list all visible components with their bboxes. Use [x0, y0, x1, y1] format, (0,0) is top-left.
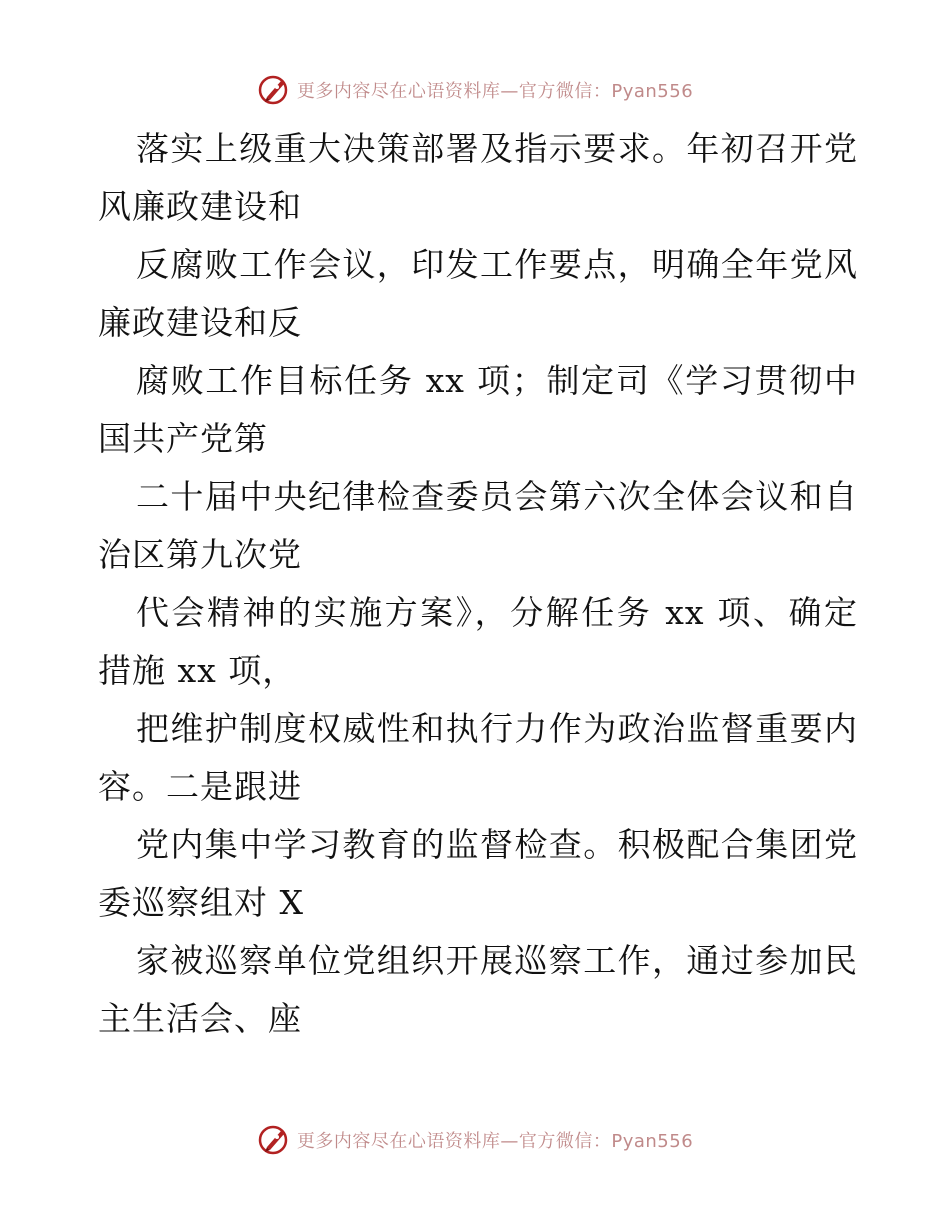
- footer-watermark-text: 更多内容尽在心语资料库—官方微信：Pyan556: [296, 1131, 694, 1152]
- paragraph: 腐败工作目标任务 xx 项；制定司《学习贯彻中国共产党第: [98, 361, 858, 458]
- header-watermark: [0, 70, 950, 110]
- footer-watermark: [0, 1120, 950, 1160]
- paragraph: 代会精神的实施方案》，分解任务 xx 项、确定措施 xx 项，: [98, 593, 858, 690]
- paragraph: 党内集中学习教育的监督检查。积极配合集团党委巡察组对 X: [98, 825, 858, 922]
- header-watermark-inner: [257, 73, 693, 107]
- paragraph: 把维护制度权威性和执行力作为政治监督重要内容。二是跟进: [98, 709, 858, 806]
- pen-logo-icon: [257, 73, 291, 107]
- header-watermark-text: 更多内容尽在心语资料库—官方微信：Pyan556: [296, 81, 694, 102]
- paragraph: 反腐败工作会议，印发工作要点，明确全年党风廉政建设和反: [98, 245, 858, 342]
- paragraph: 落实上级重大决策部署及指示要求。年初召开党风廉政建设和: [98, 129, 858, 226]
- pen-logo-icon: [257, 1123, 291, 1157]
- paragraph: 家被巡察单位党组织开展巡察工作，通过参加民主生活会、座: [98, 941, 858, 1038]
- document-body: [98, 120, 858, 1048]
- footer-watermark-inner: [257, 1123, 693, 1157]
- paragraph: 二十届中央纪律检查委员会第六次全体会议和自治区第九次党: [98, 477, 858, 574]
